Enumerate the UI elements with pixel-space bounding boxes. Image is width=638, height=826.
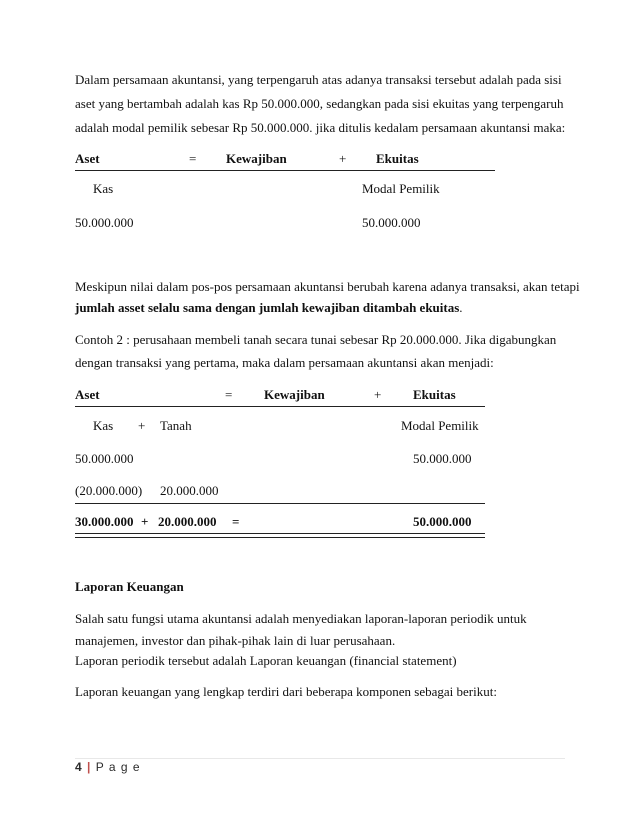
paragraph-4-line-2: manajemen, investor dan pihak-pihak lain di luar perusahaan. [75, 633, 396, 648]
section-heading: Laporan Keuangan [75, 579, 184, 594]
table2-header-rule [75, 406, 485, 407]
table2-total-equals: = [232, 514, 240, 529]
paragraph-3-line-2: dengan transaksi yang pertama, maka dalam persamaan akuntansi akan menjadi: [75, 355, 494, 370]
table2-row1-modal-pemilik: Modal Pemilik [401, 418, 479, 433]
table1-row1-kas: Kas [93, 181, 114, 196]
table2-header-ekuitas: Ekuitas [413, 387, 456, 402]
table2-row1-tanah: Tanah [160, 418, 192, 433]
table2-total-tanah: 20.000.000 [158, 514, 217, 529]
table2-row3-kas-value: (20.000.000) [75, 483, 143, 498]
table1-header-aset: Aset [75, 151, 100, 166]
table1-header-rule [75, 170, 495, 171]
page-label: P a g e [95, 760, 141, 774]
table1-row1-modal-pemilik: Modal Pemilik [362, 181, 440, 196]
paragraph-2-line-2 [75, 297, 463, 319]
paragraph-1-line-3: adalah modal pemilik sebesar Rp 50.000.000. jika ditulis kedalam persamaan akuntansi maka: [75, 120, 566, 135]
table2-row1-kas: Kas [93, 418, 114, 433]
paragraph-1-line-2: aset yang bertambah adalah kas Rp 50.000.000, sedangkan pada sisi ekuitas yang terpengaruh [75, 96, 564, 111]
table1-row2-modal-value: 50.000.000 [362, 215, 421, 230]
footer-divider [75, 758, 565, 759]
paragraph-2-emphasis: jumlah asset selalu sama dengan jumlah kewajiban ditambah ekuitas [75, 300, 460, 315]
table2-header-aset: Aset [75, 387, 100, 402]
table2-total-rule-upper [75, 533, 485, 534]
table1-header-kewajiban: Kewajiban [226, 151, 287, 166]
table2-subtotal-rule [75, 503, 485, 504]
table2-row2-modal-value: 50.000.000 [413, 451, 472, 466]
table2-row3-tanah-value: 20.000.000 [160, 483, 219, 498]
table1-header-plus: + [339, 151, 347, 166]
page-footer [75, 760, 141, 774]
paragraph-5-line-1: Laporan keuangan yang lengkap terdiri dari beberapa komponen sebagai berikut: [75, 684, 497, 699]
paragraph-3-line-1: Contoh 2 : perusahaan membeli tanah secara tunai sebesar Rp 20.000.000. Jika digabungkan [75, 332, 557, 347]
table2-total-ekuitas: 50.000.000 [413, 514, 472, 529]
table2-total-plus: + [141, 514, 149, 529]
paragraph-4-line-1: Salah satu fungsi utama akuntansi adalah menyediakan laporan-laporan periodik untuk [75, 611, 527, 626]
table2-row2-kas-value: 50.000.000 [75, 451, 134, 466]
table2-header-equals: = [225, 387, 233, 402]
page-number: 4 [75, 760, 83, 774]
table2-total-kas: 30.000.000 [75, 514, 134, 529]
table2-total-rule-lower [75, 537, 485, 538]
paragraph-1-line-1: Dalam persamaan akuntansi, yang terpengaruh atas adanya transaksi tersebut adalah pada sisi [75, 72, 562, 87]
table1-header-ekuitas: Ekuitas [376, 151, 419, 166]
paragraph-2-line-1: Meskipun nilai dalam pos-pos persamaan akuntansi berubah karena adanya transaksi, akan tetapi [75, 279, 580, 294]
table2-header-kewajiban: Kewajiban [264, 387, 325, 402]
paragraph-4-line-3: Laporan periodik tersebut adalah Laporan keuangan (financial statement) [75, 653, 457, 668]
paragraph-2-period: . [459, 300, 463, 315]
table2-row1-plus: + [138, 418, 146, 433]
table2-header-plus: + [374, 387, 382, 402]
table1-row2-kas-value: 50.000.000 [75, 215, 134, 230]
table1-header-equals: = [189, 151, 197, 166]
footer-separator: | [87, 760, 92, 774]
